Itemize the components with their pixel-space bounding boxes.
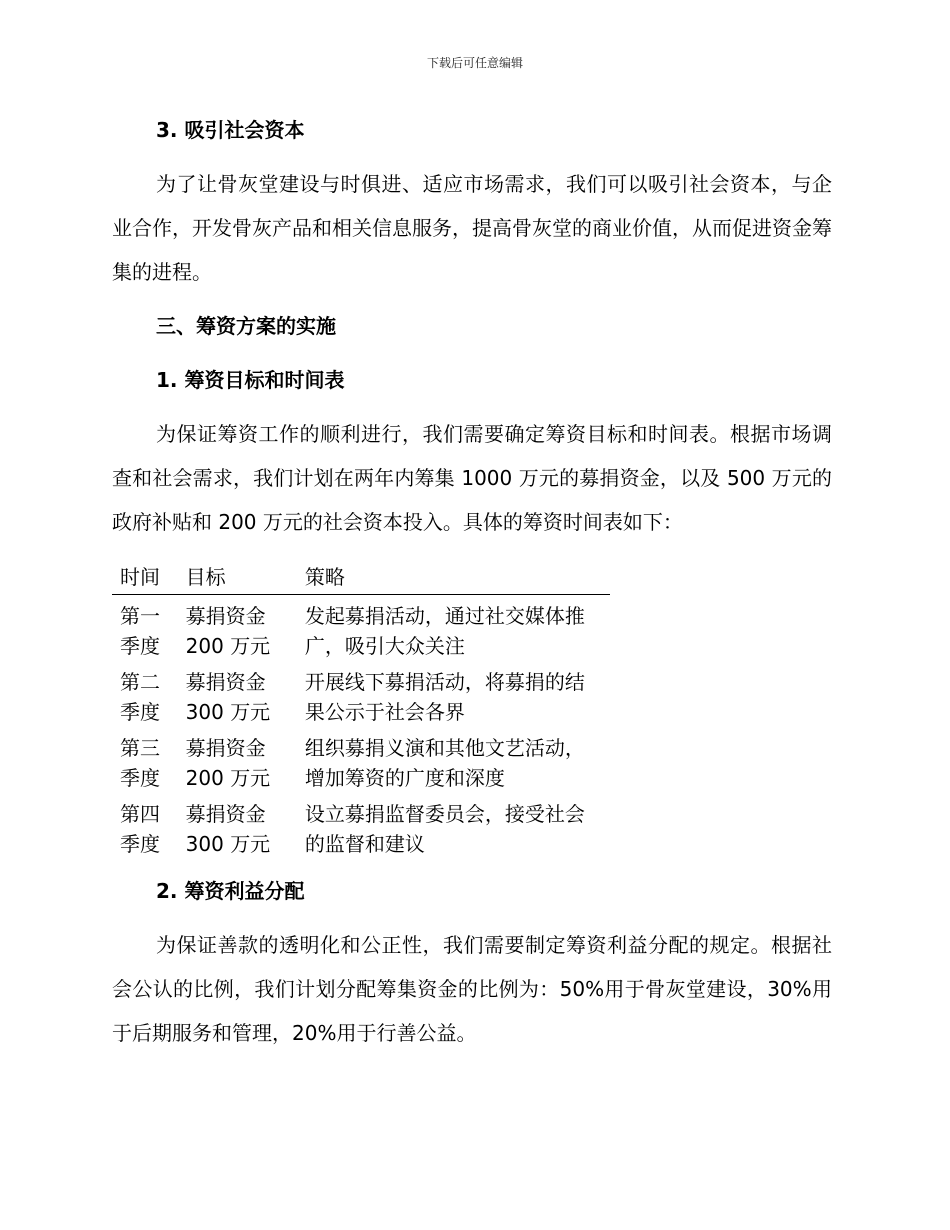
heading-benefit-distribution: 2. 筹资利益分配 [156,879,305,903]
table-cell-strategy: 设立募捐监督委员会，接受社会的监督和建议 [304,802,585,856]
table-cell-time: 第二季度 [120,670,160,724]
table-row [112,661,610,727]
heading-goal-timeline: 1. 筹资目标和时间表 [156,368,345,392]
table-row [112,595,610,662]
document-body [112,112,832,1055]
page-header-note: 下载后可任意编辑 [426,56,523,70]
table-cell-time: 第四季度 [120,802,160,856]
paragraph-benefit-distribution: 为保证善款的透明化和公正性，我们需要制定筹资利益分配的规定。根据社会公认的比例，我们计划分配筹集资金的比例为：50%用于骨灰堂建设，30%用于后期服务和管理，20%用于行善公益。 [112,933,832,1045]
table-row [112,727,610,793]
table-header-strategy: 策略 [297,562,610,595]
table-header-goal: 目标 [178,562,297,595]
heading-implementation: 三、筹资方案的实施 [156,314,336,338]
table-cell-time: 第三季度 [120,736,160,790]
table-cell-goal: 募捐资金 300 万元 [185,802,271,856]
fundraising-schedule-table [112,562,610,859]
table-cell-goal: 募捐资金 200 万元 [185,736,271,790]
table-cell-strategy: 开展线下募捐活动，将募捐的结果公示于社会各界 [304,670,585,724]
paragraph-attract-capital: 为了让骨灰堂建设与时俱进、适应市场需求，我们可以吸引社会资本，与企业合作，开发骨灰产品和相关信息服务，提高骨灰堂的商业价值，从而促进资金筹集的进程。 [112,172,832,284]
table-header-row [112,562,610,595]
table-cell-strategy: 组织募捐义演和其他文艺活动，增加筹资的广度和深度 [304,736,585,790]
table-row [112,793,610,859]
table-cell-time: 第一季度 [120,604,160,658]
table-cell-goal: 募捐资金 200 万元 [185,604,271,658]
heading-attract-capital: 3. 吸引社会资本 [156,118,305,142]
table-cell-goal: 募捐资金 300 万元 [185,670,271,724]
table-cell-strategy: 发起募捐活动，通过社交媒体推广，吸引大众关注 [304,604,585,658]
table-header-time: 时间 [112,562,178,595]
paragraph-goal-timeline: 为保证筹资工作的顺利进行，我们需要确定筹资目标和时间表。根据市场调查和社会需求，我们计划在两年内筹集 1000 万元的募捐资金，以及 500 万元的政府补贴和 200 万元的社会资本投入。具体的筹资时间表如下： [112,422,832,534]
